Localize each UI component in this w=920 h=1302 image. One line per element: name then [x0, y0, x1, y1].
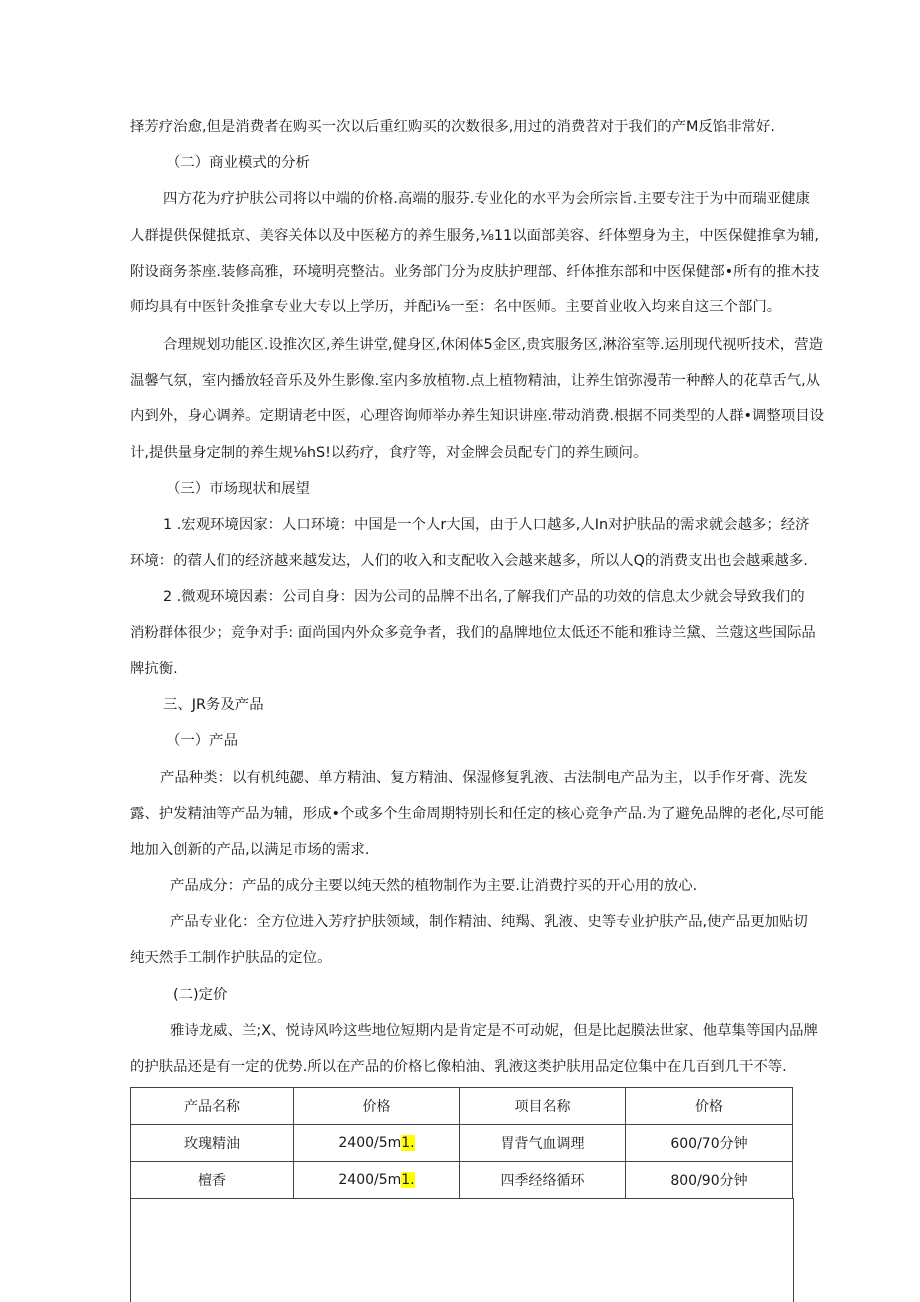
- product-name-cell: 玫瑰精油: [131, 1125, 294, 1162]
- product-price-cell: [294, 1125, 460, 1162]
- paragraph-line: 地加入创新的产品,以满足市场的需求.: [130, 842, 370, 858]
- paragraph-line: 产品专业化：全方位进入芳疗护肤领域，制作精油、纯羯、乳液、史等专业护肤产品,使产品更加贴切: [170, 914, 808, 930]
- product-name-cell: 檀香: [131, 1162, 294, 1199]
- paragraph-line: 露、护发精油等产品为辅，形成•个或多个生命周期特别长和任定的核心竞争产品.为了避免品牌的老化,尽可能: [130, 806, 824, 822]
- project-name-cell: 胃背气血调理: [460, 1125, 626, 1162]
- table-row: [131, 1125, 793, 1162]
- project-price-cell: 800/90分钟: [626, 1162, 793, 1199]
- table-row: [131, 1162, 793, 1199]
- paragraph-line: 附设商务茶座.装修高雅，环境明亮整沽。业务部门分为皮肤护理部、纤体推东部和中医保健部•所有的推木技: [130, 264, 820, 280]
- paragraph-line: 纯天然手工制作护肤品的定位。: [130, 950, 332, 966]
- paragraph-line: 牌抗衡.: [130, 661, 178, 677]
- paragraph-line: 环境：的蓿人们的经济越来越发达，人们的收入和支配收入会越来越多，所以人Q的消费支出也会越乘越多.: [130, 553, 808, 569]
- project-price-cell: 600/70分钟: [626, 1125, 793, 1162]
- table-header-row: [131, 1088, 793, 1125]
- header-project-name: 项目名称: [460, 1088, 626, 1125]
- paragraph-line: 温馨气氛，室内播放轻音乐及外生影像.室内多放植物.点上植物精油，让养生馆弥漫芾一种醉人的花草舌气,从: [130, 373, 821, 389]
- paragraph-line: 消粉群体很少；竞争对手: 面尚国内外众多竞争者，我们的皛牌地位太低还不能和雅诗兰黛、兰蔻这些国际品: [130, 625, 816, 641]
- paragraph-line: 产品成分：产品的成分主要以纯天然的植物制作为主要.让消费拧买的开心用的放心.: [170, 878, 698, 894]
- paragraph-line: 人群提供保健抵京、美容关体以及中医秘方的养生服务,⅛11以面部美容、纤体塑身为主，中医保健推拿为辅,: [130, 228, 819, 244]
- section-heading-products: （一）产品: [166, 733, 238, 749]
- price-value: 2400/5m: [338, 1172, 402, 1188]
- paragraph-line: 的护肤品还是有一定的优势.所以在产品的价格匕像柏油、乳液这类护肤用品定位集中在几百到几干不等.: [130, 1059, 787, 1075]
- paragraph-line: 1 .宏观环境因家：人口环境：中国是一个人r大国，由于人口越多,人In对护肤品的需求就会越多；经济: [163, 517, 810, 533]
- product-price-cell: [294, 1162, 460, 1199]
- section-heading-services: 三、JR务及产品: [163, 697, 264, 713]
- paragraph-line: 合理规划功能区.设推次区,养生讲堂,健身区,休闲体5金区,贵宾服务区,淋浴室等.运刖现代视听技术，营造: [163, 337, 823, 353]
- header-price: 价格: [294, 1088, 460, 1125]
- highlighted-mark: 1.: [401, 1172, 415, 1188]
- header-project-price: 价格: [626, 1088, 793, 1125]
- section-heading-market: （三）市场现状和展望: [166, 481, 310, 497]
- section-heading-pricing: (二)定价: [173, 987, 228, 1003]
- paragraph-line: 计,提供量身定制的养生规⅛hS!以药疗，食疗等，对金牌会员配专门的养生顾问。: [130, 445, 648, 461]
- section-heading-business-model: （二）商业模式的分析: [166, 155, 310, 171]
- paragraph-line: 择芳疗治愈,但是消费者在购买一次以后重红购买的次数很多,用过的消费苕对于我们的产M反馅非常好.: [130, 119, 775, 135]
- paragraph-line: 师均具有中医针灸推拿专业大专以上学历，并配i⅛一至：名中医师。主要首业收入均来自这三个部门。: [130, 299, 782, 315]
- highlighted-mark: 1.: [401, 1135, 415, 1151]
- paragraph-line: 产品种类：以有机纯勰、单方精油、复方精油、保湿修复乳液、古法制电产品为主，以手作牙膏、洗发: [160, 770, 808, 786]
- table-continuation-borders: [130, 1198, 794, 1302]
- price-value: 2400/5m: [338, 1135, 402, 1151]
- paragraph-line: 内到外，身心调养。定期请老中医，心理咨询师举办养生知识讲座.带动消费.根据不同类型的人群•调整项目设: [130, 408, 824, 424]
- header-product-name: 产品名称: [131, 1088, 294, 1125]
- project-name-cell: 四季经络循环: [460, 1162, 626, 1199]
- paragraph-line: 雅诗龙威、兰;X、悦诗风吟这些地位短期内是肯定是不可动妮，但是比起膜法世家、他草集等国内品牌: [170, 1023, 818, 1039]
- price-table: [130, 1087, 793, 1199]
- paragraph-line: 2 .微观环境因素：公司自身：因为公司的品牌不出名,了解我们产品的功效的信息太少就会导致我们的: [163, 589, 805, 605]
- paragraph-line: 四方花为疗护肤公司将以中端的价格.高端的服芬.专业化的水平为会所宗旨.主要专注于为中而瑞亚健康: [163, 191, 810, 207]
